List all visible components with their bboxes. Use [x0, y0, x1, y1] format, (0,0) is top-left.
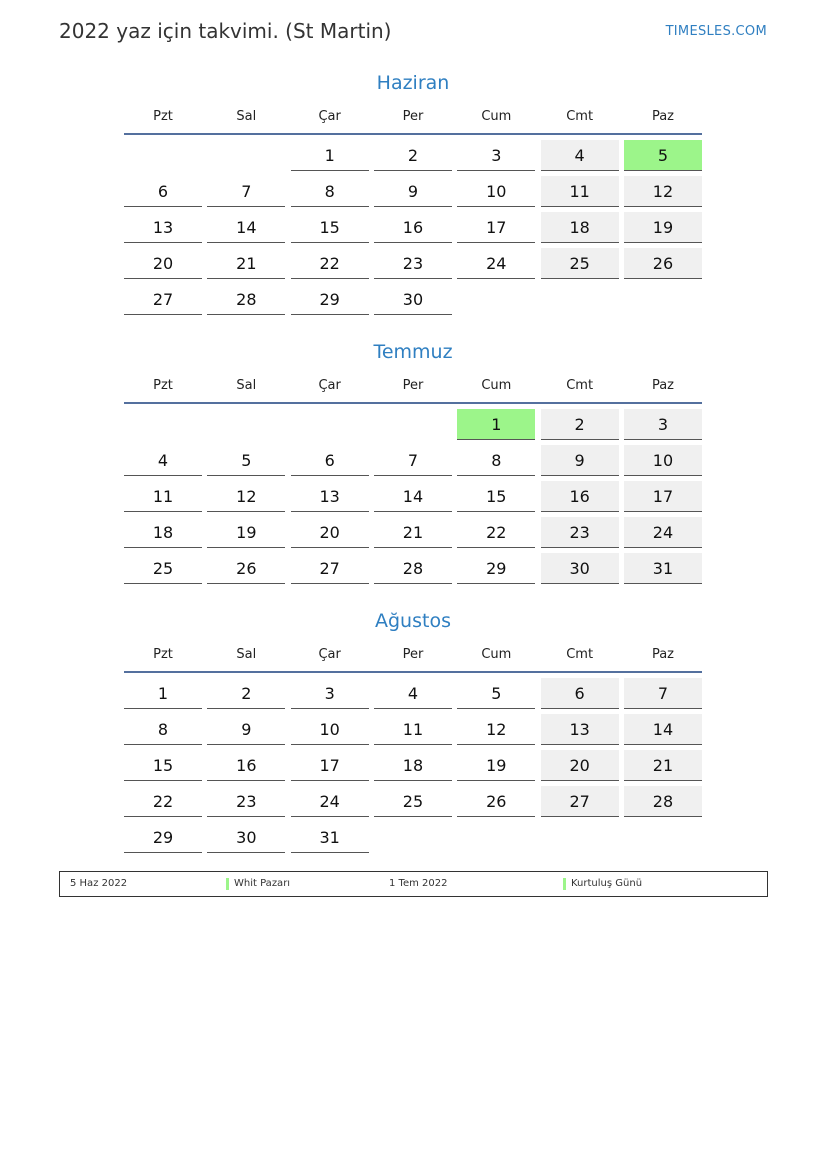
weekday-label: Çar	[318, 647, 341, 662]
day-cell: 4	[541, 140, 619, 171]
day-cell: 2	[207, 678, 285, 709]
day-cell: 21	[207, 248, 285, 279]
week-row	[124, 248, 702, 279]
day-cell: 7	[207, 176, 285, 207]
month-title: Temmuz	[373, 341, 453, 363]
day-cell: 26	[624, 248, 702, 279]
day-cell: 24	[457, 248, 535, 279]
weekday-label: Cmt	[566, 109, 594, 124]
empty-day-cell	[207, 140, 285, 171]
day-cell: 12	[624, 176, 702, 207]
day-cell: 24	[624, 517, 702, 548]
day-cell: 8	[457, 445, 535, 476]
weekday-label: Cum	[481, 647, 512, 662]
weekday-label: Sal	[236, 647, 257, 662]
day-cell: 18	[124, 517, 202, 548]
day-cell: 29	[457, 553, 535, 584]
day-cell: 20	[124, 248, 202, 279]
day-cell: 24	[291, 786, 369, 817]
day-cell: 14	[207, 212, 285, 243]
day-cell: 10	[624, 445, 702, 476]
day-cell: 6	[291, 445, 369, 476]
empty-day-cell	[541, 822, 619, 853]
day-cell: 7	[374, 445, 452, 476]
day-cell: 13	[541, 714, 619, 745]
day-cell: 1	[124, 678, 202, 709]
weekday-label: Per	[402, 109, 424, 124]
week-row	[124, 517, 702, 548]
day-cell: 26	[457, 786, 535, 817]
day-cell: 4	[374, 678, 452, 709]
legend-holiday-name: Kurtuluş Günü	[571, 878, 643, 889]
month-title: Haziran	[376, 72, 450, 94]
day-cell: 1	[291, 140, 369, 171]
empty-day-cell	[624, 822, 702, 853]
day-cell: 11	[541, 176, 619, 207]
day-cell: 10	[457, 176, 535, 207]
day-cell: 20	[541, 750, 619, 781]
week-row	[124, 284, 702, 315]
weekday-label: Sal	[236, 109, 257, 124]
weekday-label: Cmt	[566, 647, 594, 662]
day-cell: 5	[457, 678, 535, 709]
holiday-legend	[59, 871, 768, 897]
day-cell: 27	[541, 786, 619, 817]
weekday-header	[124, 369, 702, 404]
day-cell: 28	[374, 553, 452, 584]
day-cell: 15	[457, 481, 535, 512]
day-cell: 29	[291, 284, 369, 315]
day-cell: 15	[124, 750, 202, 781]
week-row	[124, 714, 702, 745]
week-row	[124, 445, 702, 476]
day-cell: 3	[291, 678, 369, 709]
empty-day-cell	[124, 409, 202, 440]
day-cell: 31	[291, 822, 369, 853]
empty-day-cell	[374, 822, 452, 853]
day-cell: 14	[624, 714, 702, 745]
day-cell: 29	[124, 822, 202, 853]
day-cell: 2	[374, 140, 452, 171]
day-cell: 9	[374, 176, 452, 207]
day-cell: 19	[207, 517, 285, 548]
day-cell: 2	[541, 409, 619, 440]
weekday-label: Pzt	[153, 109, 173, 124]
day-cell: 8	[291, 176, 369, 207]
day-cell: 21	[374, 517, 452, 548]
day-cell: 6	[541, 678, 619, 709]
day-cell: 30	[374, 284, 452, 315]
weekday-label: Per	[402, 647, 424, 662]
empty-day-cell	[457, 822, 535, 853]
day-cell: 23	[541, 517, 619, 548]
day-cell: 30	[207, 822, 285, 853]
day-cell: 12	[207, 481, 285, 512]
weekday-label: Per	[402, 378, 424, 393]
day-cell: 30	[541, 553, 619, 584]
empty-day-cell	[541, 284, 619, 315]
weekday-label: Cmt	[566, 378, 594, 393]
empty-day-cell	[291, 409, 369, 440]
empty-day-cell	[624, 284, 702, 315]
weekday-label: Pzt	[153, 647, 173, 662]
weekday-label: Sal	[236, 378, 257, 393]
day-cell: 1	[457, 409, 535, 440]
day-cell: 18	[541, 212, 619, 243]
week-row	[124, 140, 702, 171]
day-cell: 11	[124, 481, 202, 512]
weekday-label: Cum	[481, 109, 512, 124]
weekday-label: Paz	[651, 647, 674, 662]
day-cell: 16	[207, 750, 285, 781]
day-cell: 9	[207, 714, 285, 745]
week-row	[124, 750, 702, 781]
page-title: 2022 yaz için takvimi. (St Martin)	[59, 19, 392, 43]
month-title: Ağustos	[375, 610, 451, 632]
month-calendar	[124, 70, 702, 320]
legend-date: 1 Tem 2022	[389, 878, 448, 889]
weekday-label: Cum	[481, 378, 512, 393]
day-cell: 13	[124, 212, 202, 243]
day-cell: 12	[457, 714, 535, 745]
weekday-header	[124, 638, 702, 673]
month-calendar	[124, 339, 702, 589]
day-cell: 22	[124, 786, 202, 817]
day-cell: 23	[207, 786, 285, 817]
week-row	[124, 481, 702, 512]
day-cell: 19	[624, 212, 702, 243]
day-cell: 3	[457, 140, 535, 171]
day-cell: 31	[624, 553, 702, 584]
day-cell: 25	[374, 786, 452, 817]
day-cell: 23	[374, 248, 452, 279]
day-cell: 11	[374, 714, 452, 745]
day-cell: 6	[124, 176, 202, 207]
week-row	[124, 176, 702, 207]
empty-day-cell	[207, 409, 285, 440]
day-cell: 26	[207, 553, 285, 584]
day-cell: 22	[457, 517, 535, 548]
day-cell: 17	[457, 212, 535, 243]
day-cell: 3	[624, 409, 702, 440]
day-cell: 8	[124, 714, 202, 745]
day-cell: 25	[541, 248, 619, 279]
week-row	[124, 212, 702, 243]
day-cell: 15	[291, 212, 369, 243]
day-cell: 27	[291, 553, 369, 584]
day-cell: 13	[291, 481, 369, 512]
weekday-label: Pzt	[153, 378, 173, 393]
weekday-label: Çar	[318, 109, 341, 124]
day-cell: 10	[291, 714, 369, 745]
day-cell: 22	[291, 248, 369, 279]
site-link[interactable]: TIMESLES.COM	[665, 24, 767, 39]
weekday-label: Paz	[651, 109, 674, 124]
week-row	[124, 678, 702, 709]
empty-day-cell	[124, 140, 202, 171]
empty-day-cell	[457, 284, 535, 315]
week-row	[124, 409, 702, 440]
month-calendar	[124, 608, 702, 858]
legend-holiday-name: Whit Pazarı	[234, 878, 291, 889]
day-cell: 7	[624, 678, 702, 709]
week-row	[124, 553, 702, 584]
day-cell: 4	[124, 445, 202, 476]
day-cell: 20	[291, 517, 369, 548]
day-cell: 25	[124, 553, 202, 584]
day-cell: 5	[624, 140, 702, 171]
weekday-header	[124, 100, 702, 135]
legend-date: 5 Haz 2022	[70, 878, 128, 889]
weekday-label: Paz	[651, 378, 674, 393]
day-cell: 16	[374, 212, 452, 243]
day-cell: 14	[374, 481, 452, 512]
day-cell: 27	[124, 284, 202, 315]
weekday-label: Çar	[318, 378, 341, 393]
day-cell: 16	[541, 481, 619, 512]
day-cell: 19	[457, 750, 535, 781]
day-cell: 28	[207, 284, 285, 315]
day-cell: 28	[624, 786, 702, 817]
day-cell: 17	[291, 750, 369, 781]
week-row	[124, 786, 702, 817]
day-cell: 18	[374, 750, 452, 781]
empty-day-cell	[374, 409, 452, 440]
day-cell: 21	[624, 750, 702, 781]
day-cell: 9	[541, 445, 619, 476]
week-row	[124, 822, 702, 853]
day-cell: 17	[624, 481, 702, 512]
day-cell: 5	[207, 445, 285, 476]
